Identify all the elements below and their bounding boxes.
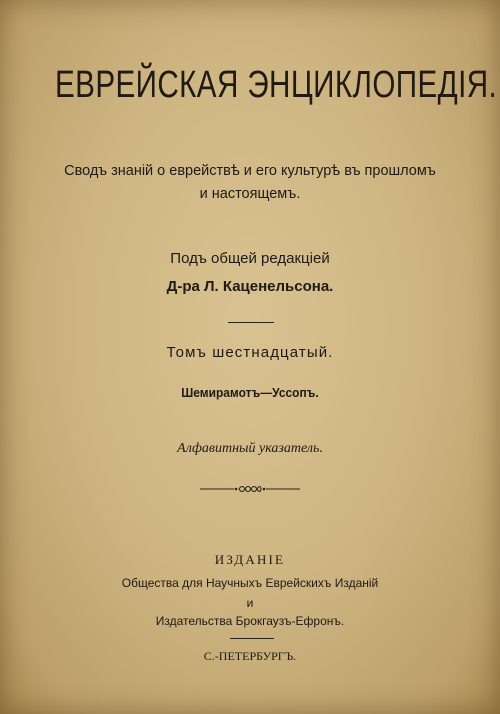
divider-rule [228, 322, 274, 323]
volume-label: Томъ шестнадцатый. [166, 344, 334, 361]
publisher-line-2: и [246, 596, 254, 610]
subtitle-line-2: и настоящемъ. [199, 186, 301, 202]
publisher-line-1: Общества для Научныхъ Еврейскихъ Изданій [121, 576, 379, 590]
editor-name: Д-ра Л. Каценельсона. [166, 278, 334, 295]
index-note: Алфавитный указатель. [177, 441, 323, 456]
publication-city: С.-ПЕТЕРБУРГЪ. [203, 649, 297, 663]
subtitle-line-1: Сводъ знаній о еврействѣ и его культурѣ въ прошломъ [64, 163, 436, 179]
publisher-label: ИЗДАНІЕ [214, 552, 286, 567]
ornament-divider-icon [200, 482, 300, 496]
divider-rule [230, 638, 274, 639]
book-title: ЕВРЕЙСКАЯ ЭНЦИКЛОПЕДІЯ. [55, 64, 498, 106]
volume-range: Шемирамотъ—Уссопъ. [181, 385, 319, 400]
editor-label: Подъ общей редакціей [170, 250, 330, 267]
publisher-line-3: Издательства Брокгаузъ-Ефронъ. [155, 614, 345, 628]
